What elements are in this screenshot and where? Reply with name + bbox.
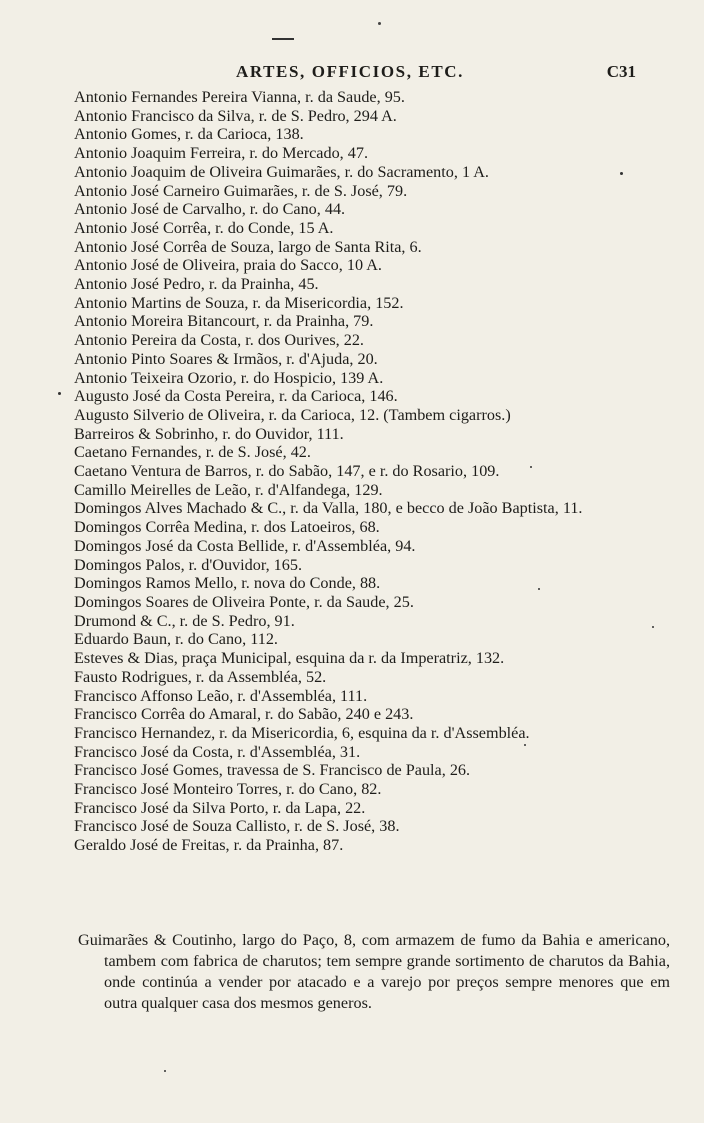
directory-entry: Domingos Alves Machado & C., r. da Valla, 180, e becco de João Baptista, 11. — [74, 499, 583, 518]
directory-entry: Antonio José Pedro, r. da Prainha, 45. — [74, 275, 319, 294]
directory-entry: Francisco José Gomes, travessa de S. Francisco de Paula, 26. — [74, 761, 471, 780]
directory-entry: Domingos Palos, r. d'Ouvidor, 165. — [74, 555, 302, 574]
directory-entry: Antonio José de Carvalho, r. do Cano, 44. — [74, 200, 346, 219]
directory-entry: Domingos Ramos Mello, r. nova do Conde, 88. — [74, 574, 381, 593]
directory-entry: Antonio José Carneiro Guimarães, r. de S. José, 79. — [74, 181, 408, 200]
directory-entry: Antonio José Corrêa de Souza, largo de Santa Rita, 6. — [74, 237, 422, 256]
directory-entry: Francisco José da Costa, r. d'Assembléa, 31. — [74, 742, 361, 761]
directory-entry: Camillo Meirelles de Leão, r. d'Alfandega, 129. — [74, 480, 383, 499]
print-speck — [524, 744, 526, 746]
directory-entry: Barreiros & Sobrinho, r. do Ouvidor, 111. — [74, 424, 344, 443]
directory-entry: Domingos Corrêa Medina, r. dos Latoeiros, 68. — [74, 518, 380, 537]
directory-entry: Eduardo Baun, r. do Cano, 112. — [74, 630, 278, 649]
directory-entry: Antonio Joaquim Ferreira, r. do Mercado, 47. — [74, 144, 369, 163]
directory-entry: Drumond & C., r. de S. Pedro, 91. — [74, 611, 295, 630]
print-speck — [620, 172, 623, 175]
print-speck — [538, 588, 540, 590]
directory-entry: Antonio Moreira Bitancourt, r. da Prainha, 79. — [74, 312, 374, 331]
top-rule — [272, 38, 294, 40]
directory-entry: Caetano Ventura de Barros, r. do Sabão, 147, e r. do Rosario, 109. — [74, 462, 500, 481]
directory-entry: Antonio Gomes, r. da Carioca, 138. — [74, 125, 304, 144]
directory-entry: Antonio Pereira da Costa, r. dos Ourives, 22. — [74, 331, 364, 350]
directory-entry: Esteves & Dias, praça Municipal, esquina da r. da Imperatriz, 132. — [74, 649, 505, 668]
directory-entry: Augusto Silverio de Oliveira, r. da Carioca, 12. (Tambem cigarros.) — [74, 405, 511, 424]
page-number: C31 — [606, 62, 636, 81]
print-speck — [58, 392, 61, 395]
directory-entry: Francisco José da Silva Porto, r. da Lapa, 22. — [74, 798, 366, 817]
running-title: ARTES, OFFICIOS, ETC. — [235, 62, 465, 81]
directory-entry: Antonio Joaquim de Oliveira Guimarães, r. do Sacramento, 1 A. — [74, 162, 489, 181]
directory-entry: Fausto Rodrigues, r. da Assembléa, 52. — [74, 667, 327, 686]
directory-entry: Antonio Fernandes Pereira Vianna, r. da Saude, 95. — [74, 88, 405, 106]
directory-entry: Francisco Affonso Leão, r. d'Assembléa, 111. — [74, 686, 368, 705]
directory-entry: Domingos Soares de Oliveira Ponte, r. da Saude, 25. — [74, 592, 414, 611]
page-header — [0, 60, 704, 86]
directory-entry: Francisco José de Souza Callisto, r. de S. José, 38. — [74, 817, 400, 836]
print-speck — [378, 22, 381, 25]
directory-entry: Caetano Fernandes, r. de S. José, 42. — [74, 443, 311, 462]
directory-entry: Domingos José da Costa Bellide, r. d'Assembléa, 94. — [74, 536, 416, 555]
print-speck — [652, 626, 654, 628]
directory-entry: Francisco Hernandez, r. da Misericordia, 6, esquina da r. d'Assembléa. — [74, 723, 530, 742]
directory-list — [74, 88, 654, 855]
directory-entry: Antonio Francisco da Silva, r. de S. Pedro, 294 A. — [74, 106, 397, 125]
directory-entry: Antonio Teixeira Ozorio, r. do Hospicio, 139 A. — [74, 368, 384, 387]
advertisement-paragraph: Guimarães & Coutinho, largo do Paço, 8, com armazem de fumo da Bahia e americano, tambem com fabrica de charutos; tem sempre grande sortimento de charutos da Bahia, onde continúa a vender por atacado e a varejo por preços sempre menores que em outra qualquer casa dos mesmos generos. — [78, 931, 670, 1012]
directory-entry: Francisco Corrêa do Amaral, r. do Sabão, 240 e 243. — [74, 705, 414, 724]
directory-entry: Antonio Martins de Souza, r. da Misericordia, 152. — [74, 293, 404, 312]
directory-entry: Antonio José Corrêa, r. do Conde, 15 A. — [74, 218, 334, 237]
directory-entry: Antonio Pinto Soares & Irmãos, r. d'Ajuda, 20. — [74, 349, 378, 368]
directory-entry: Augusto José da Costa Pereira, r. da Carioca, 146. — [74, 387, 398, 406]
directory-entry: Antonio José de Oliveira, praia do Sacco, 10 A. — [74, 256, 382, 275]
print-speck — [530, 466, 532, 468]
directory-entry: Geraldo José de Freitas, r. da Prainha, 87. — [74, 836, 344, 855]
print-speck — [164, 1070, 166, 1072]
directory-entry: Francisco José Monteiro Torres, r. do Cano, 82. — [74, 780, 382, 799]
